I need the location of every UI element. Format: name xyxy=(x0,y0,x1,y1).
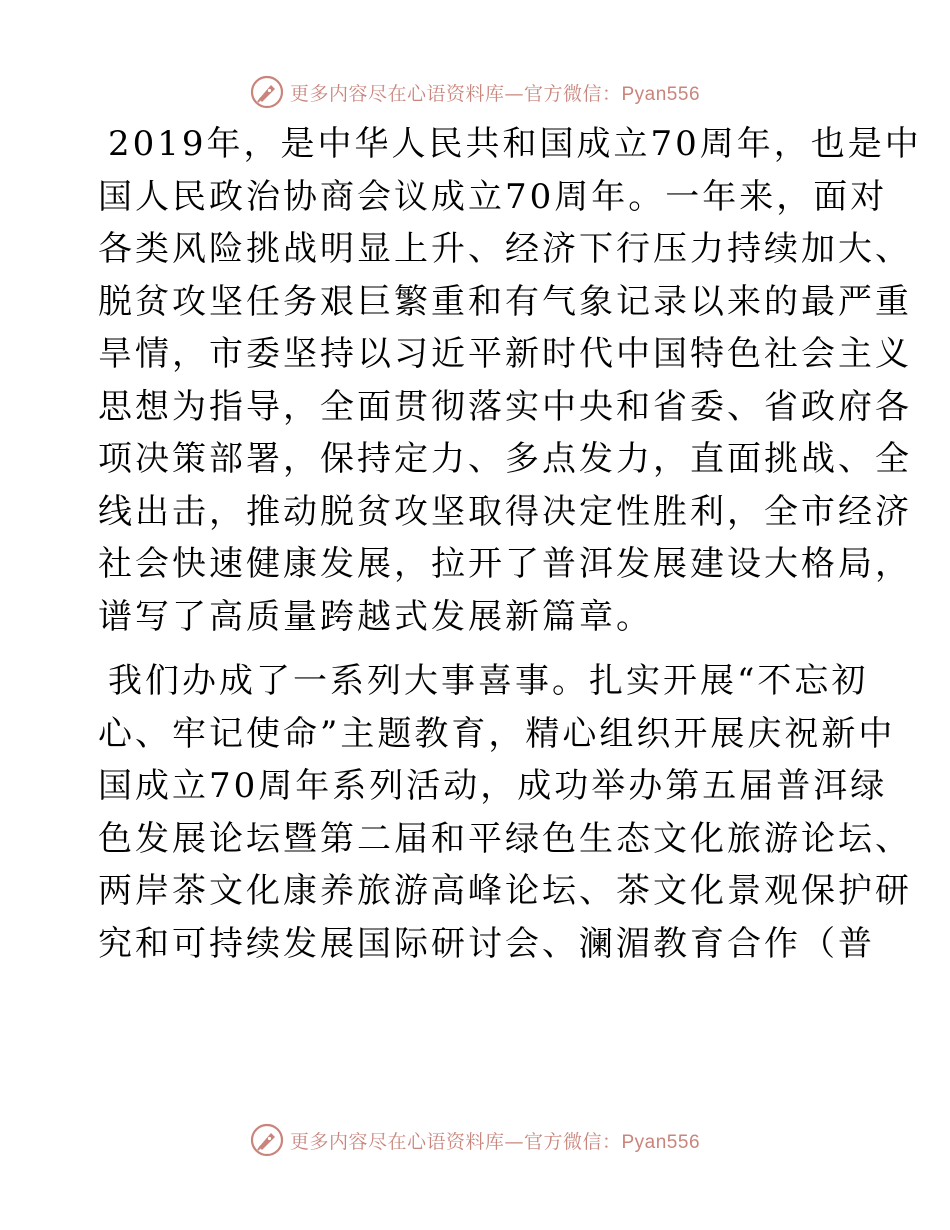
header-contact-label: 官方微信： xyxy=(523,82,622,105)
header-brand-text: 更多内容尽在心语资料库 xyxy=(289,82,505,105)
footer-text xyxy=(290,1127,700,1154)
paragraph-1 xyxy=(98,118,922,643)
footer-contact-label: 官方微信： xyxy=(523,1130,622,1153)
header-banner xyxy=(0,72,950,112)
text-line: 各类风险挑战明显上升、经济下行压力持续加大、 xyxy=(98,229,912,269)
text-line: 旱情，市委坚持以习近平新时代中国特色社会主义 xyxy=(98,334,912,374)
text-line: 国成立70周年系列活动，成功举办第五届普洱绿 xyxy=(98,766,888,806)
text-line: 社会快速健康发展，拉开了普洱发展建设大格局， xyxy=(98,544,912,584)
header-contact-id: Pyan556 xyxy=(621,83,701,105)
pen-nib-logo-icon xyxy=(250,1123,284,1157)
footer-contact-id: Pyan556 xyxy=(621,1131,701,1153)
text-line: 项决策部署，保持定力、多点发力，直面挑战、全 xyxy=(98,439,912,479)
text-line: 谱写了高质量跨越式发展新篇章。 xyxy=(98,596,653,637)
text-line: 2019年，是中华人民共和国成立70周年，也是中 xyxy=(108,124,922,164)
footer-banner xyxy=(0,1120,950,1160)
text-line: 线出击，推动脱贫攻坚取得决定性胜利，全市经济 xyxy=(98,491,912,532)
pen-nib-logo-icon xyxy=(250,75,284,109)
text-line: 色发展论坛暨第二届和平绿色生态文化旅游论坛、 xyxy=(98,818,912,859)
text-line: 国人民政治协商会议成立70周年。一年来，面对 xyxy=(98,176,888,217)
header-banner-content xyxy=(250,75,700,109)
text-line: 心、牢记使命”主题教育，精心组织开展庆祝新中 xyxy=(98,713,896,754)
text-line: 究和可持续发展国际研讨会、澜湄教育合作（普 xyxy=(98,923,875,964)
footer-brand-text: 更多内容尽在心语资料库 xyxy=(289,1130,505,1153)
header-separator: — xyxy=(504,82,524,105)
paragraph-2 xyxy=(98,655,912,970)
text-line: 我们办成了一系列大事喜事。扎实开展“不忘初 xyxy=(108,661,869,701)
header-text xyxy=(290,79,700,106)
footer-separator: — xyxy=(504,1130,524,1153)
text-line: 脱贫攻坚任务艰巨繁重和有气象记录以来的最严重 xyxy=(98,281,912,322)
body-text xyxy=(98,118,922,970)
text-line: 两岸茶文化康养旅游高峰论坛、茶文化景观保护研 xyxy=(98,871,912,911)
footer-banner-content xyxy=(250,1123,700,1157)
text-line: 思想为指导，全面贯彻落实中央和省委、省政府各 xyxy=(98,386,912,427)
